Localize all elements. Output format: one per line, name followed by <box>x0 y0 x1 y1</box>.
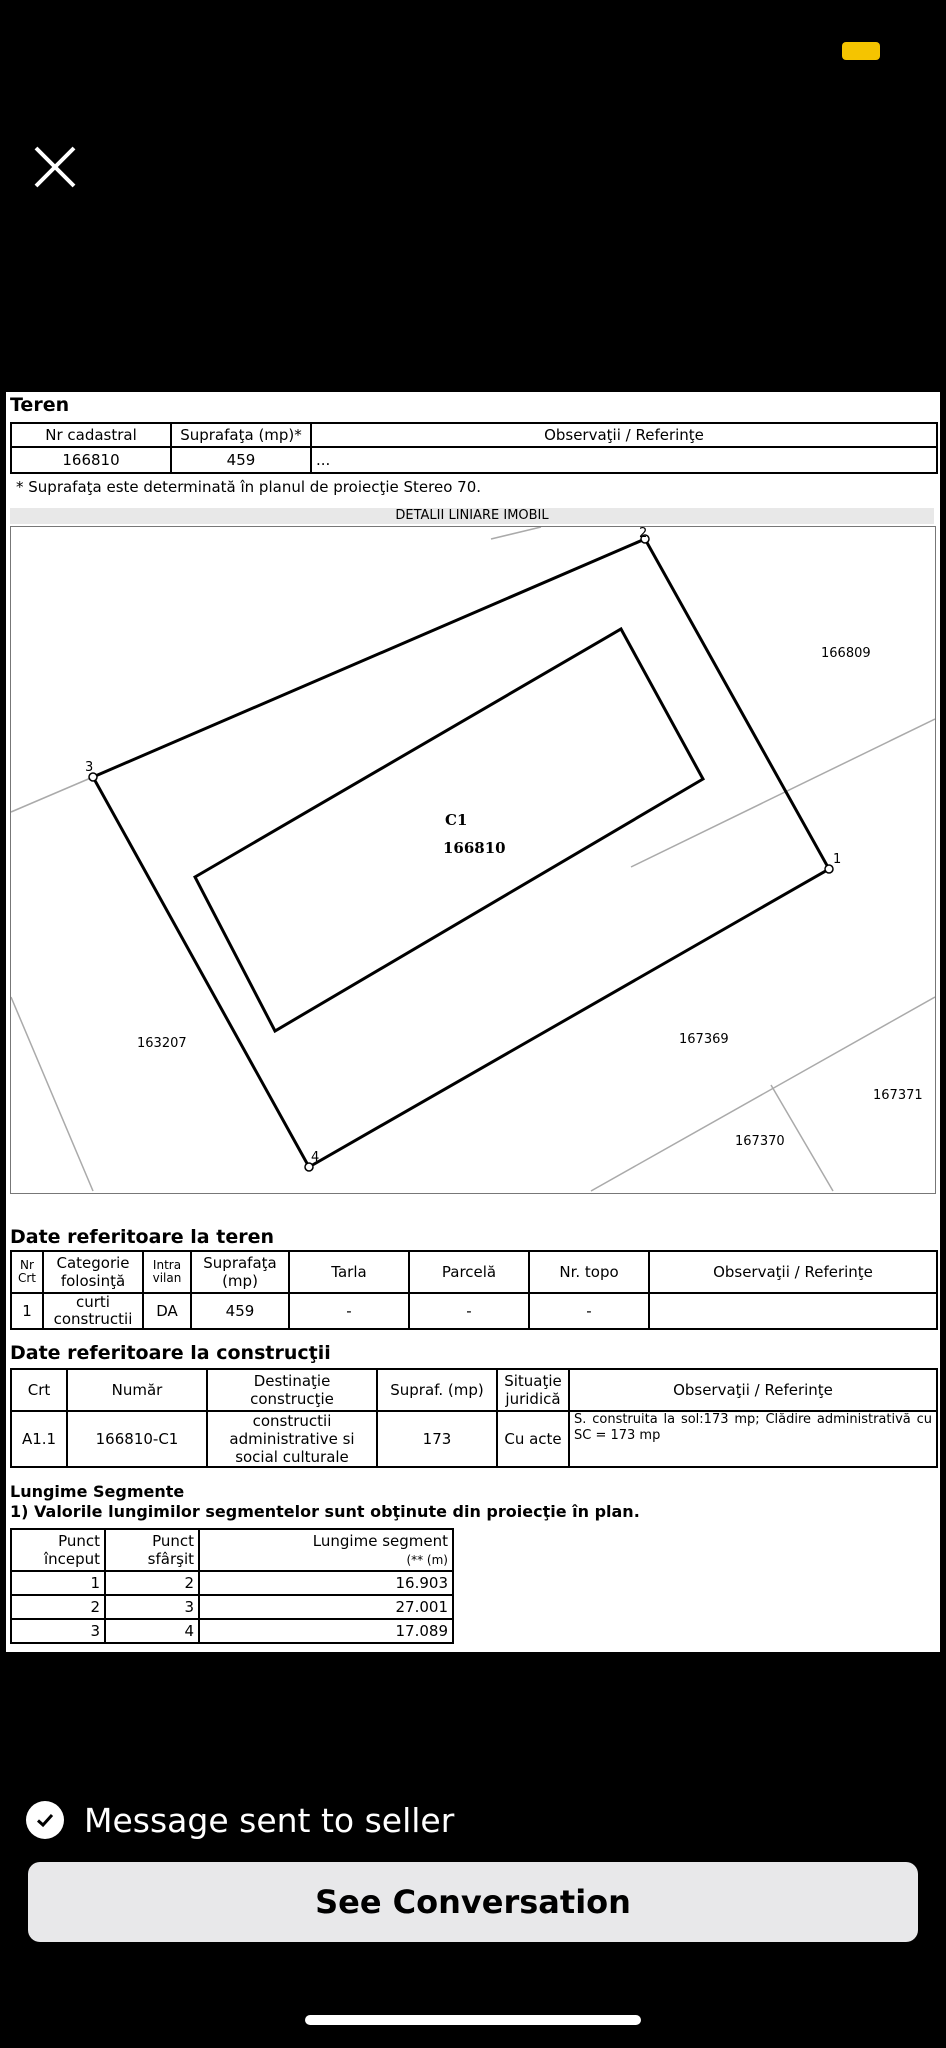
segmente-cell: 27.001 <box>199 1595 453 1619</box>
teren-note: * Suprafaţa este determinată în planul de proiecţie Stereo 70. <box>16 478 482 496</box>
plan-drawing <box>11 527 935 1193</box>
segmente-header-lungime-unit: (** (m) <box>406 1553 448 1567</box>
teren-cell-suprafata: 459 <box>171 447 311 473</box>
segmente-cell: 2 <box>11 1595 105 1619</box>
date-teren-cell-categorie: curti constructii <box>43 1293 143 1329</box>
message-sent-toast <box>26 1800 454 1840</box>
building-outline <box>195 629 703 1031</box>
neighbor-line <box>11 777 93 812</box>
teren-cell-nr: 166810 <box>11 447 171 473</box>
neighbor-label-166809: 166809 <box>821 646 871 661</box>
date-teren-header-intravilan: Intra vilan <box>143 1251 191 1293</box>
date-teren-cell-parcela: - <box>409 1293 529 1329</box>
checkmark-icon <box>26 1801 64 1839</box>
close-icon[interactable] <box>30 142 80 192</box>
see-conversation-button[interactable]: See Conversation <box>28 1862 918 1942</box>
date-teren-cell-suprafata: 459 <box>191 1293 289 1329</box>
date-constructii-cell-crt: A1.1 <box>11 1411 67 1467</box>
date-constructii-cell-supraf: 173 <box>377 1411 497 1467</box>
date-teren-title: Date referitoare la teren <box>10 1226 274 1248</box>
vertex-marker <box>825 865 833 873</box>
date-constructii-title: Date referitoare la construcţii <box>10 1342 331 1364</box>
date-teren-table <box>10 1250 938 1330</box>
neighbor-label-167369: 167369 <box>679 1032 729 1047</box>
date-teren-header-tarla: Tarla <box>289 1251 409 1293</box>
segmente-cell: 2 <box>105 1571 199 1595</box>
segmente-cell: 17.089 <box>199 1619 453 1643</box>
segmente-cell: 1 <box>11 1571 105 1595</box>
plan-title: DETALII LINIARE IMOBIL <box>10 508 934 524</box>
vertex-label-2: 2 <box>639 527 648 541</box>
date-constructii-cell-destinatie: constructii administrative si social culturale <box>207 1411 377 1467</box>
segmente-header-inceput: Punct început <box>11 1529 105 1571</box>
date-constructii-header-observatii: Observaţii / Referinţe <box>569 1369 937 1411</box>
date-constructii-cell-numar: 166810-C1 <box>67 1411 207 1467</box>
home-indicator[interactable] <box>305 2015 641 2025</box>
segmente-note: 1) Valorile lungimilor segmentelor sunt obţinute din proiecţie în plan. <box>10 1502 640 1521</box>
cadastral-document <box>6 392 940 1652</box>
neighbor-label-163207: 163207 <box>137 1036 187 1051</box>
date-constructii-header-destinatie: Destinaţie construcţie <box>207 1369 377 1411</box>
teren-header-observatii: Observaţii / Referinţe <box>311 423 937 447</box>
vertex-label-4: 4 <box>311 1150 320 1165</box>
segmente-cell: 3 <box>11 1619 105 1643</box>
date-teren-cell-nrcrt: 1 <box>11 1293 43 1329</box>
teren-table <box>10 422 938 474</box>
teren-cell-observatii: ... <box>311 447 937 473</box>
building-label: C1 <box>445 811 468 829</box>
segmente-header-sfarsit: Punct sfârşit <box>105 1529 199 1571</box>
battery-icon <box>842 42 880 60</box>
date-teren-header-nrcrt: Nr Crt <box>11 1251 43 1293</box>
date-constructii-header-crt: Crt <box>11 1369 67 1411</box>
teren-title: Teren <box>10 394 70 416</box>
segmente-cell: 4 <box>105 1619 199 1643</box>
segmente-cell: 16.903 <box>199 1571 453 1595</box>
table-row <box>11 1595 453 1619</box>
vertex-label-3: 3 <box>85 760 94 775</box>
table-row <box>11 1571 453 1595</box>
date-constructii-header-numar: Număr <box>67 1369 207 1411</box>
date-teren-cell-intravilan: DA <box>143 1293 191 1329</box>
parcel-label: 166810 <box>443 839 506 857</box>
date-teren-cell-tarla: - <box>289 1293 409 1329</box>
date-teren-header-categorie: Categorie folosinţă <box>43 1251 143 1293</box>
vertex-label-1: 1 <box>833 852 842 867</box>
date-teren-cell-nrtopo: - <box>529 1293 649 1329</box>
neighbor-label-167370: 167370 <box>735 1134 785 1149</box>
segmente-cell: 3 <box>105 1595 199 1619</box>
date-constructii-cell-situatie: Cu acte <box>497 1411 569 1467</box>
date-constructii-header-supraf: Supraf. (mp) <box>377 1369 497 1411</box>
segmente-header-lungime-label: Lungime segment <box>312 1532 448 1550</box>
date-teren-header-parcela: Parcelă <box>409 1251 529 1293</box>
segmente-table <box>10 1528 454 1644</box>
date-constructii-table <box>10 1368 938 1468</box>
date-teren-header-suprafata: Suprafaţa (mp) <box>191 1251 289 1293</box>
date-teren-header-nrtopo: Nr. topo <box>529 1251 649 1293</box>
teren-header-suprafata: Suprafaţa (mp)* <box>171 423 311 447</box>
cadastral-plan <box>10 526 936 1194</box>
table-row <box>11 1619 453 1643</box>
date-teren-cell-observatii <box>649 1293 937 1329</box>
teren-header-nr: Nr cadastral <box>11 423 171 447</box>
date-constructii-header-situatie: Situaţie juridică <box>497 1369 569 1411</box>
segmente-title: Lungime Segmente <box>10 1482 185 1501</box>
date-teren-header-observatii: Observaţii / Referinţe <box>649 1251 937 1293</box>
neighbor-line <box>491 527 541 539</box>
neighbor-label-167371: 167371 <box>873 1088 923 1103</box>
message-sent-text: Message sent to seller <box>84 1800 455 1840</box>
segmente-header-lungime <box>199 1529 453 1571</box>
neighbor-line <box>11 997 93 1191</box>
date-constructii-cell-observatii: S. construita la sol:173 mp; Clădire administrativă cu SC = 173 mp <box>569 1411 937 1467</box>
